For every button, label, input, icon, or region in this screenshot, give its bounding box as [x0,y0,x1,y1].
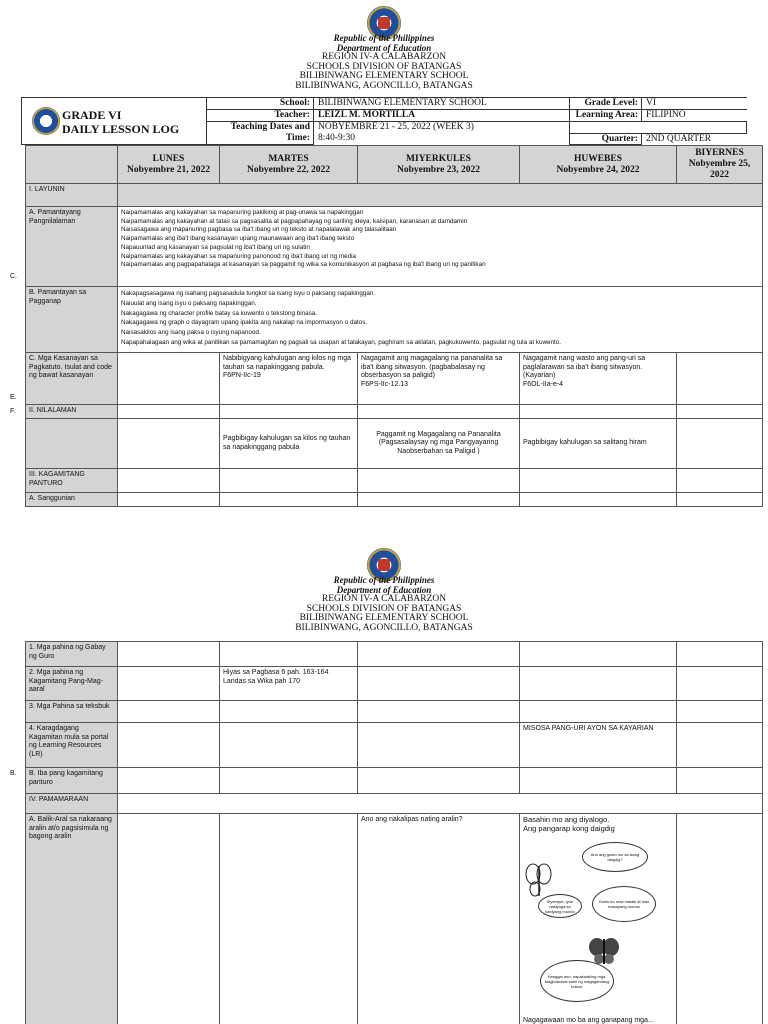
iba-pang-label: B. Iba pang kagamitang panturo [26,768,118,794]
quarter-value: 2ND QUARTER [641,134,747,146]
margin-mark-f: F. [10,408,16,415]
division-line: SCHOOLS DIVISION OF BATANGAS [306,61,462,72]
document-header-2 [0,576,768,634]
day-header-thursday: HUWEBES Nobyembre 24, 2022 [520,146,677,184]
teacher-label: Teacher: [274,110,310,120]
kasanayan-row [26,353,763,405]
teacher-value: LEIZL M. MORTILLA [313,110,569,122]
learning-area-value: FILIPINO [641,110,747,122]
kagamitang-row [26,469,763,493]
kasanayan-wednesday: Nagagamit ang magagalang na pananalita sa iba't ibang sitwasyon. (pagbabalasay ng obserbasyon sa paligid) F6PS-IIc-12.13 [358,353,520,405]
page-2 [0,540,768,1024]
teksbuk-label: 3. Mga Pahina sa teksbuk [26,701,118,723]
learning-area-label: Learning Area: [575,110,638,120]
day-header-wednesday: MIYERKULES Nobyembre 23, 2022 [358,146,520,184]
dates-label: Teaching Dates and Time: [230,122,310,143]
kasanayan-tuesday: Nabibigyang kahulugan ang kilos ng mga tauhan sa napakinggang pabula. F6PN-IIc-19 [220,353,358,405]
dates-value: NOBYEMBRE 21 - 25, 2022 (WEEK 3) [318,122,474,132]
mag-aaral-label: 2. Mga pahina ng Kagamitang Pang-Mag-aaral [26,667,118,701]
department-line-2: Department of Education [336,584,432,595]
kagamitang-label: III. KAGAMITANG PANTURO [26,469,118,493]
margin-mark-c: C. [10,273,17,280]
division-line-2: SCHOOLS DIVISION OF BATANGAS [306,603,462,614]
sanggunian-row [26,493,763,507]
speech-bubble-4: Hanggat ano, napakalaking mga. Magbubukas kami ng magagandang buklat. [540,960,614,1002]
day-header-tuesday: MARTES Nobyembre 22, 2022 [220,146,358,184]
teksbuk-row [26,701,763,723]
info-block [207,97,747,145]
layunin-row [26,184,763,207]
nilalaman-content-row [26,419,763,469]
butterfly-1-icon [524,862,554,898]
region-line: REGION IV-A CALABARZON [321,52,447,63]
quarter-label: Quarter: [601,134,638,144]
balik-aral-label: A. Balik-Aral sa nakaraang aralin at/o pagsisimula ng bagong aralin [26,814,118,1024]
pamantayan-pagganap-row [26,287,763,353]
gabay-guro-label: 1. Mga pahina ng Gabay ng Guro [26,642,118,667]
margin-mark-b: B. [10,770,17,777]
nilalaman-wednesday: Paggamit ng Magagalang na Pananalita (Pagsasalaysay ng mga Pangyayaring Naobserbahan sa Paligid ) [358,419,520,469]
nilalaman-label: II. NILALAMAN [26,405,118,419]
title-box [21,97,207,145]
margin-mark-e: E. [10,394,17,401]
balik-aral-row [26,814,763,1024]
republic-line-2: Republic of the Philippines [333,575,435,585]
pamamaraan-row [26,794,763,814]
speech-bubble-3: Siyempre, iyon nasiyaga sa kaniyang mundo [538,894,582,918]
address-line: BILIBINWANG, AGONCILLO, BATANGAS [295,80,473,91]
butterfly-2-icon [588,936,620,966]
sanggunian-label: A. Sanggunian [26,493,118,507]
karagdagang-label: 4. Karagdagang Kagamitan mula sa portal ng Learning Resources (LR) [26,723,118,768]
kasanayan-thursday: Nagagamit nang wasto ang pang-uri sa paglalarawan sa iba't ibang sitwasyon. (Kayarian) F6OL-IIa-e-4 [520,353,677,405]
balik-aral-thursday: Basahin mo ang diyalogo. Ang pangarap kong daigdig Ano ang gusto mo sa isang daigdig? Gusto ko mas malaki at mas masayang mundo Siyempre, iyon nasiyaga sa kaniyang mundo Hanggat ano, napakalaking mga. Magbubukas kami ng magagandang buklat. Nagagawaan mo ba ang ganapang mga... [520,814,677,1024]
pamantayang-pangnilalaman-content: Naipamamalas ang kakayahan sa mapanuring pakikinig at pag-unawa sa napakinggan Naipamamalas ang kakayahan at tatas sa pagsasalita at pagpapahayag ng sariling ideya, kaisipan, karanasan at damdamin Naisasagawa ang mapanuring pagbasa sa iba't ibang uri ng teksto at napalalawak ang talasalitaan Naipamamalas ang iba't ibang kasanayan upang maunawaan ang iba't ibang teksto Napauunlad ang kasanayan sa pagsulat ng iba't ibang uri ng sulatin Naipamamalas ang kakayahan sa mapanuring panonood ng iba't ibang uri ng media Naipamamalas ang pagpapahalaga at kasanayan sa paggamit ng wika sa komunikasyon at pagbasa ng iba't ibang uri ng panitikan [118,207,763,287]
layunin-label: I. LAYUNIN [26,184,118,207]
lesson-log-table-2 [25,641,763,1024]
pamantayang-pangnilalaman-row [26,207,763,287]
speech-bubble-1: Ano ang gusto mo sa isang daigdig? [582,842,648,872]
document-header [0,34,768,92]
karagdagang-row [26,723,763,768]
nilalaman-tuesday: Pagbibigay kahulugan sa kilos ng tauhan sa napakinggang pabula [220,419,358,469]
iba-pang-row [26,768,763,794]
school-line: BILIBINWANG ELEMENTARY SCHOOL [299,71,469,82]
speech-bubble-2: Gusto ko mas malaki at mas masayang mundo [592,886,656,922]
nilalaman-row [26,405,763,419]
mag-aaral-row [26,667,763,701]
pamantayan-pagganap-label: B. Pamantayan sa Pagganap [26,287,118,353]
address-line-2: BILIBINWANG, AGONCILLO, BATANGAS [295,622,473,633]
nilalaman-thursday: Pagbibigay kahulugan sa salitang hiram [520,419,677,469]
deped-seal-small-icon [32,107,60,135]
kasanayan-label: C. Mga Kasanayan sa Pagkatuto. Isulat and code ng bawat kasanayan [26,353,118,405]
grade-level-value: VI [641,98,747,110]
region-line-2: REGION IV-A CALABARZON [321,594,447,605]
time-value: 8:40-9:30 [318,133,355,143]
republic-line: Republic of the Philippines [333,33,435,43]
gabay-guro-row [26,642,763,667]
pamantayang-pangnilalaman-label: A. Pamantayang Pangnilalaman [26,207,118,287]
balik-aral-wednesday: Ano ang nakalipas nating aralin? [358,814,520,1024]
grade-level-label: Grade Level: [584,98,638,108]
karagdagang-thursday: MISOSA PANG-URI AYON SA KAYARIAN [520,723,677,768]
department-line: Department of Education [336,42,432,53]
day-header-monday: LUNES Nobyembre 21, 2022 [118,146,220,184]
grade-title: GRADE VI [62,108,122,122]
pamantayan-pagganap-content: Nakapagsasagawa ng isahang pagsasadula tungkol sa isang isyu o paksang napakinggan. Naiuulat ang isang isyu o paksang napakinggan. Nakagagawa ng character profile batay sa kuwento o tekstong binasa. Nakagagawa ng graph o dayagram upang ipakita ang nakalap na impormasyon o datos. Naisasakilos ang isang paksa o isyung napanood. Napapahalagaan ang wika at panitikan sa pamamagitan ng pagsali sa usapan at talakayan, paghiram sa aklatan, pagkukuwento, pagsulat ng tula at kuwento. [118,287,763,353]
school-value: BILIBINWANG ELEMENTARY SCHOOL [313,98,569,110]
days-header-row [26,146,763,184]
page-1 [0,0,768,500]
daily-lesson-log-title: DAILY LESSON LOG [62,122,180,136]
lesson-log-table-1 [25,145,763,507]
school-line-2: BILIBINWANG ELEMENTARY SCHOOL [299,613,469,624]
day-header-friday: BIYERNES Nobyembre 25, 2022 [677,146,763,184]
school-label: School: [279,98,310,108]
mag-aaral-tuesday: Hiyas sa Pagbasa 6 pah. 163-164 Landas sa Wika pah 170 [220,667,358,701]
pamamaraan-label: IV. PAMAMARAAN [26,794,118,814]
